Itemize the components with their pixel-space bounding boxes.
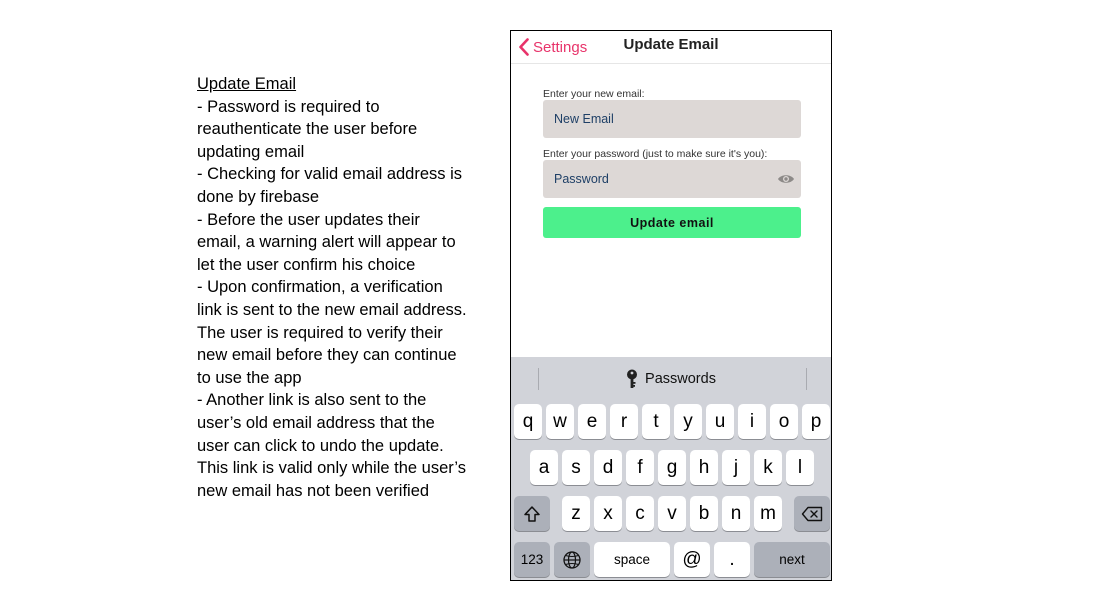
- key-u[interactable]: u: [706, 404, 734, 439]
- password-field-label: Enter your password (just to make sure it's you):: [543, 148, 768, 160]
- key-z[interactable]: z: [562, 496, 590, 531]
- backspace-key[interactable]: [794, 496, 830, 531]
- key-v[interactable]: v: [658, 496, 686, 531]
- notes-title: Update Email: [197, 75, 297, 93]
- suggestion-bar: [511, 357, 831, 401]
- key-n[interactable]: n: [722, 496, 750, 531]
- key-e[interactable]: e: [578, 404, 606, 439]
- key-i[interactable]: i: [738, 404, 766, 439]
- key-b[interactable]: b: [690, 496, 718, 531]
- key-o[interactable]: o: [770, 404, 798, 439]
- key-w[interactable]: w: [546, 404, 574, 439]
- globe-key[interactable]: [554, 542, 590, 577]
- password-field-container: [543, 160, 801, 198]
- passwords-suggestion[interactable]: [511, 369, 831, 389]
- key-f[interactable]: f: [626, 450, 654, 485]
- key-p[interactable]: p: [802, 404, 830, 439]
- key-q[interactable]: q: [514, 404, 542, 439]
- note-bullet: - Password is required to reauthenticate the user before updating email: [197, 97, 418, 161]
- notes-panel: [197, 73, 467, 502]
- update-email-button[interactable]: Update email: [543, 207, 801, 238]
- key-s[interactable]: s: [562, 450, 590, 485]
- numbers-key[interactable]: 123: [514, 542, 550, 577]
- shift-icon: [523, 505, 541, 523]
- key-icon: [626, 369, 638, 389]
- note-bullet: - Another link is also sent to the user’s old email address that the user can click to undo the update. This link is valid only while the user’s new email has not been verified: [197, 391, 467, 500]
- note-bullet: - Upon confirmation, a verification link is sent to the new email address. The user is required to verify their new email before they can continue to use the app: [197, 278, 467, 387]
- eye-icon[interactable]: [777, 171, 795, 187]
- key-a[interactable]: a: [530, 450, 558, 485]
- backspace-icon: [801, 506, 823, 522]
- email-field-label: Enter your new email:: [543, 88, 645, 100]
- email-field-container: [543, 100, 801, 138]
- dot-key[interactable]: .: [714, 542, 750, 577]
- suggestion-divider: [806, 368, 807, 390]
- key-g[interactable]: g: [658, 450, 686, 485]
- next-key[interactable]: next: [754, 542, 830, 577]
- page-title: Update Email: [623, 36, 719, 53]
- keyboard: [511, 357, 831, 580]
- back-button-label: Settings: [533, 38, 588, 56]
- note-bullet: - Checking for valid email address is done by firebase: [197, 165, 463, 206]
- globe-icon: [562, 550, 582, 570]
- key-m[interactable]: m: [754, 496, 782, 531]
- key-t[interactable]: t: [642, 404, 670, 439]
- key-c[interactable]: c: [626, 496, 654, 531]
- key-x[interactable]: x: [594, 496, 622, 531]
- navigation-bar: [511, 31, 831, 64]
- suggestion-label: Passwords: [645, 371, 716, 387]
- key-r[interactable]: r: [610, 404, 638, 439]
- key-d[interactable]: d: [594, 450, 622, 485]
- note-bullet: - Before the user updates their email, a warning alert will appear to let the user confirm his choice: [197, 210, 456, 274]
- key-l[interactable]: l: [786, 450, 814, 485]
- key-j[interactable]: j: [722, 450, 750, 485]
- key-k[interactable]: k: [754, 450, 782, 485]
- password-field[interactable]: [552, 171, 771, 187]
- space-key[interactable]: space: [594, 542, 670, 577]
- phone-screen: [510, 30, 832, 581]
- key-h[interactable]: h: [690, 450, 718, 485]
- key-y[interactable]: y: [674, 404, 702, 439]
- at-key[interactable]: @: [674, 542, 710, 577]
- email-field[interactable]: [552, 111, 771, 127]
- shift-key[interactable]: [514, 496, 550, 531]
